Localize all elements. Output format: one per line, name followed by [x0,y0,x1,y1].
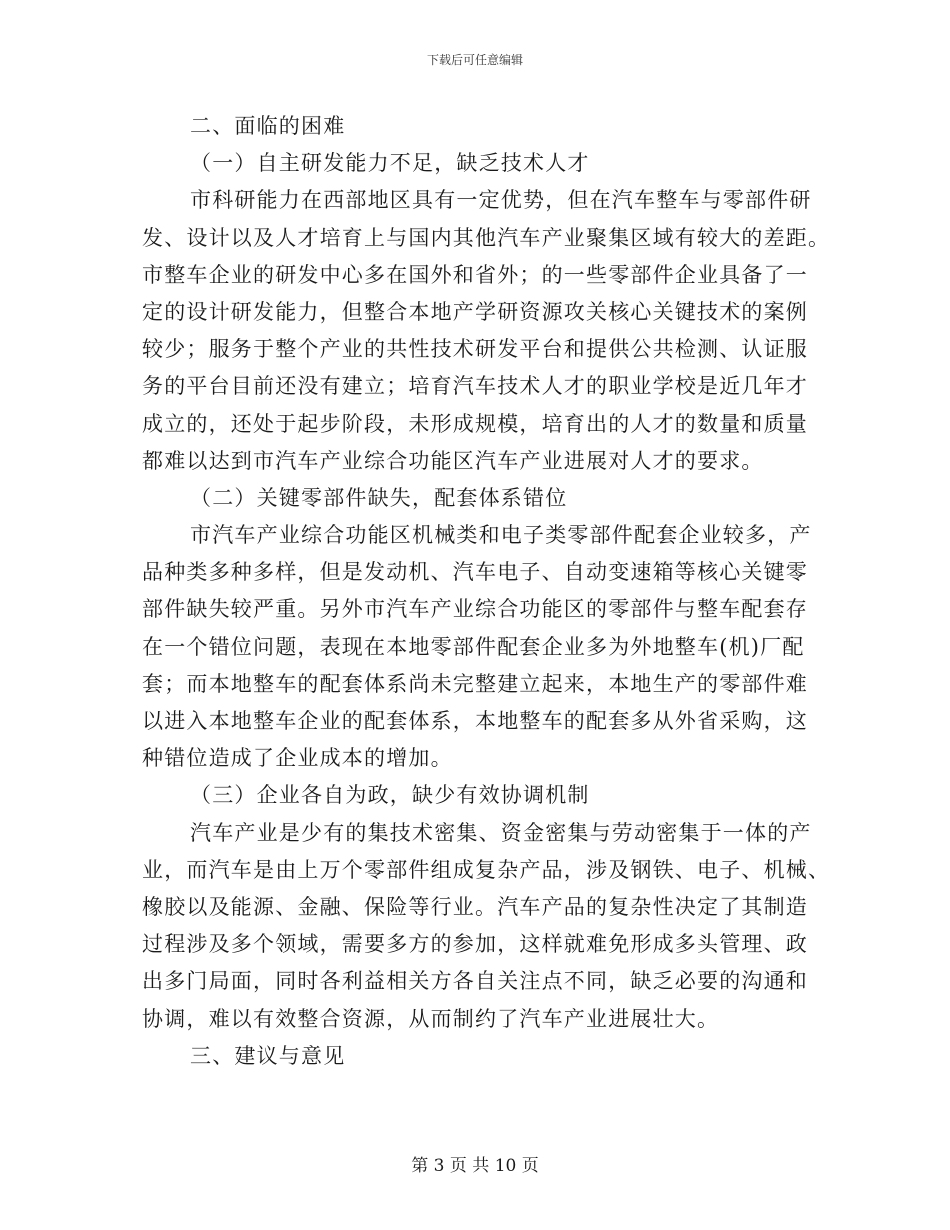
page-number: 第 3 页 共 10 页 [411,1156,539,1176]
paragraph-line: 种错位造成了企业成本的增加。 [142,746,453,771]
paragraph-line: 以进入本地整车企业的配套体系，本地整车的配套多从外省采购，这 [142,709,808,733]
paragraph-line: 在一个错位问题，表现在本地零部件配套企业多为外地整车(机)厂配 [142,634,805,659]
paragraph-line: 定的设计研发能力，但整合本地产学研资源攻关核心关键技术的案例 [142,299,808,324]
paragraph-line: 务的平台目前还没有建立；培育汽车技术人才的职业学校是近几年才 [142,374,808,399]
paragraph-line: 市科研能力在西部地区具有一定优势，但在汽车整车与零部件研 [190,188,812,213]
paragraph-line: 品种类多种多样，但是发动机、汽车电子、自动变速箱等核心关键零 [142,560,808,585]
document-body [142,108,831,1075]
subsection-heading-1: （一）自主研发能力不足，缺乏技术人才 [190,151,590,176]
paragraph-line: 发、设计以及人才培育上与国内其他汽车产业聚集区域有较大的差距。 [142,225,831,250]
paragraph-line: 市汽车产业综合功能区机械类和电子类零部件配套企业较多，产 [190,523,812,548]
paragraph-line: 都难以达到市汽车产业综合功能区汽车产业进展对人才的要求。 [142,448,764,473]
paragraph-line: 套；而本地整车的配套体系尚未完整建立起来，本地生产的零部件难 [142,671,808,696]
paragraph-line: 汽车产业是少有的集技术密集、资金密集与劳动密集于一体的产 [190,820,812,845]
paragraph-line: 出多门局面，同时各利益相关方各自关注点不同，缺乏必要的沟通和 [142,969,808,994]
page-header: 下载后可任意编辑 [426,53,523,67]
paragraph-line: 业，而汽车是由上万个零部件组成复杂产品，涉及钢铁、电子、机械、 [142,857,831,882]
section-heading-suggestions: 三、建议与意见 [190,1043,346,1068]
paragraph-line: 橡胶以及能源、金融、保险等行业。汽车产品的复杂性决定了其制造 [142,894,808,919]
paragraph-line: 协调，难以有效整合资源，从而制约了汽车产业进展壮大。 [142,1006,720,1031]
paragraph-line: 成立的，还处于起步阶段，未形成规模，培育出的人才的数量和质量 [142,411,808,436]
section-heading-difficulties: 二、面临的困难 [190,114,346,138]
subsection-heading-2: （二）关键零部件缺失，配套体系错位 [190,485,568,510]
paragraph-line: 过程涉及多个领域，需要多方的参加，这样就难免形成多头管理、政 [142,932,808,957]
paragraph-line: 市整车企业的研发中心多在国外和省外；的一些零部件企业具备了一 [142,262,808,287]
paragraph-line: 部件缺失较严重。另外市汽车产业综合功能区的零部件与整车配套存 [142,597,808,622]
subsection-heading-3: （三）企业各自为政，缺少有效协调机制 [190,783,590,808]
paragraph-line: 较少；服务于整个产业的共性技术研发平台和提供公共检测、认证服 [142,337,808,362]
